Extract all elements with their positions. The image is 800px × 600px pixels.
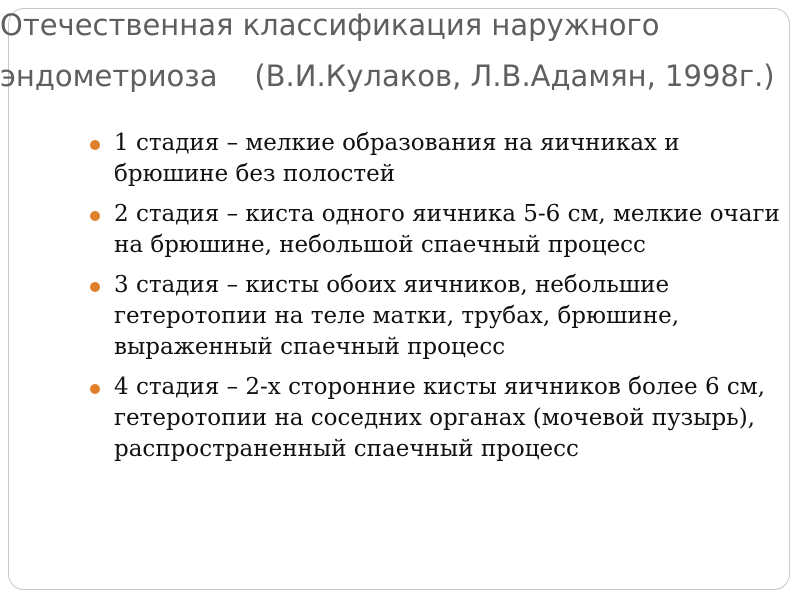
bullet-item-stage-3 <box>90 270 780 363</box>
slide-title: Отечественная классификация наружного эндометриоза (В.И.Кулаков, Л.В.Адамян, 1998г.) <box>0 8 775 93</box>
bullet-text: 2 стадия – киста одного яичника 5-6 см, мелкие очаги на брюшине, небольшой спаечный процесс <box>114 201 780 258</box>
bullet-item-stage-4 <box>90 372 780 465</box>
bullet-text: 4 стадия – 2-х сторонние кисты яичников более 6 см, гетеротопии на соседних органах (мочевой пузырь), распространенный спаечный процесс <box>114 374 765 462</box>
bullet-item-stage-1 <box>90 128 780 190</box>
bullet-text: 1 стадия – мелкие образования на яичниках и брюшине без полостей <box>114 130 680 187</box>
bullet-text: 3 стадия – кисты обоих яичников, небольшие гетеротопии на теле матки, трубах, брюшине, выраженный спаечный процесс <box>114 272 680 360</box>
bullet-dot-icon <box>90 282 100 292</box>
bullet-dot-icon <box>90 384 100 394</box>
bullet-dot-icon <box>90 211 100 221</box>
bullet-item-stage-2 <box>90 199 780 261</box>
bullet-list <box>90 128 780 474</box>
bullet-dot-icon <box>90 140 100 150</box>
